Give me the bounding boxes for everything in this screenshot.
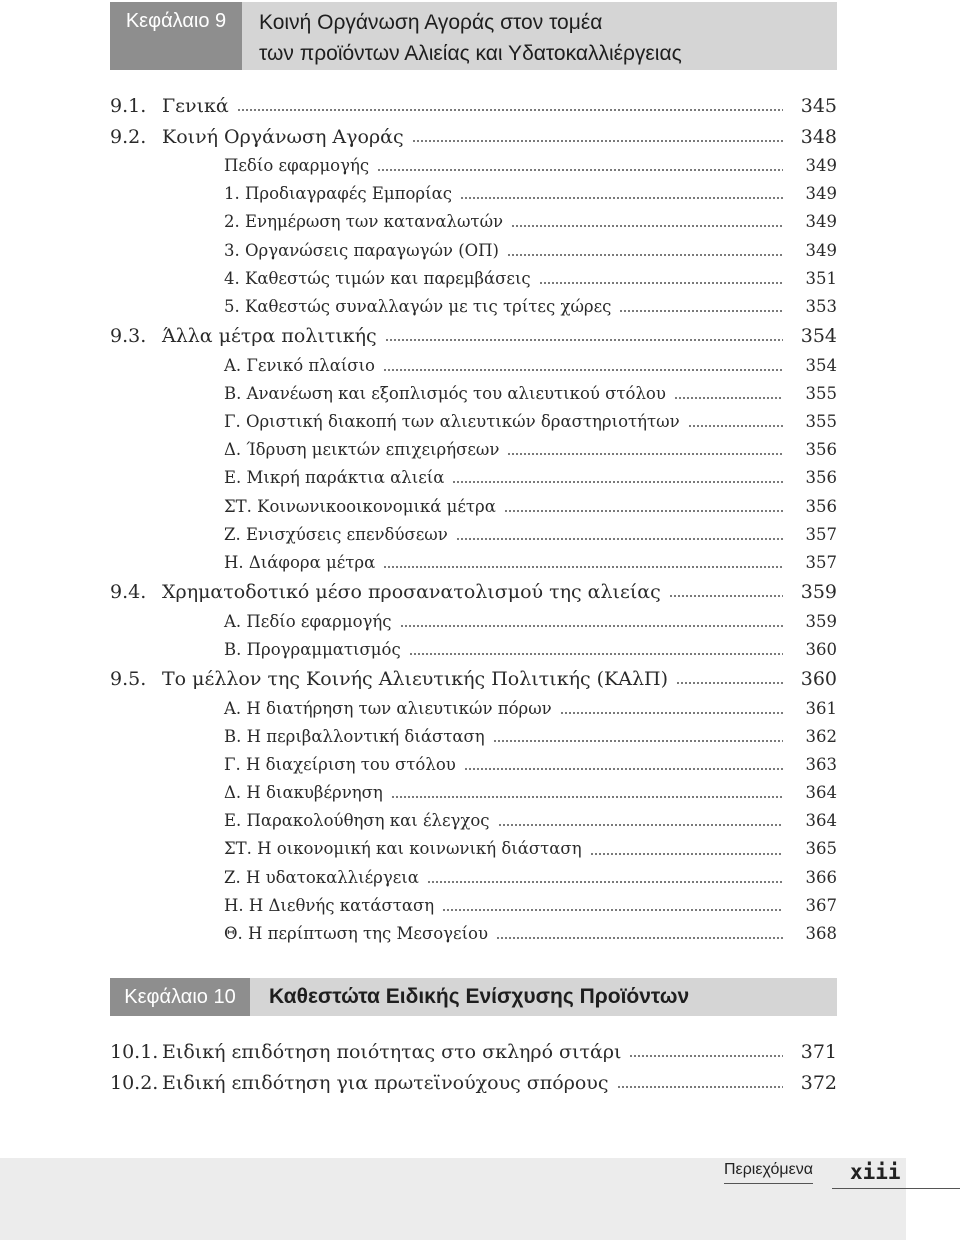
toc-entry[interactable] <box>110 237 837 265</box>
toc-entry[interactable] <box>110 864 837 892</box>
toc-entry-page: 364 <box>805 783 837 803</box>
toc-entry-page: 361 <box>805 698 837 718</box>
toc-entry-label: Η. Διάφορα μέτρα <box>224 552 376 572</box>
toc-entry-label: Β. Η περιβαλλοντική διάσταση <box>224 726 485 746</box>
toc-entry-label: Γ. Η διαχείριση του στόλου <box>224 754 456 774</box>
toc-entry-page: 362 <box>805 726 837 746</box>
toc-entry[interactable] <box>110 835 837 863</box>
toc-entry-page: 348 <box>800 125 837 148</box>
toc-entry-page: 360 <box>805 639 837 659</box>
toc-entry-page: 371 <box>800 1041 837 1063</box>
toc-entry-page: 359 <box>800 581 837 604</box>
toc-entry[interactable] <box>110 464 837 492</box>
toc-dot-leader <box>377 168 783 172</box>
toc-entry-label: Το μέλλον της Κοινής Αλιευτικής Πολιτικής (ΚΑλΠ) <box>162 668 668 690</box>
toc-entry-page: 367 <box>805 895 837 915</box>
toc-dot-leader <box>409 652 783 656</box>
toc-dot-leader <box>507 253 783 257</box>
toc-dot-leader <box>427 880 783 884</box>
toc-entry-label: Ζ. Ενισχύσεις επενδύσεων <box>224 524 448 544</box>
toc-entry-label: 3. Οργανώσεις παραγωγών (ΟΠ) <box>224 240 499 260</box>
chapter-10-header <box>110 978 837 1016</box>
toc-dot-leader <box>504 509 783 513</box>
toc-dot-leader <box>669 594 783 598</box>
toc-entry-label: ΣΤ. Η οικονομική και κοινωνική διάσταση <box>224 839 582 859</box>
toc-entry-number: 9.3. <box>110 325 147 348</box>
toc-entry-label: Γενικά <box>162 95 229 117</box>
toc-dot-leader <box>442 908 783 912</box>
toc-dot-leader <box>688 424 783 428</box>
toc-entry-label: Α. Γενικό πλαίσιο <box>224 355 375 375</box>
toc-entry[interactable] <box>110 892 837 920</box>
toc-entry-page: 353 <box>805 296 837 316</box>
toc-entry-page: 360 <box>800 668 837 690</box>
toc-entry[interactable] <box>110 293 837 321</box>
toc-entry[interactable] <box>110 636 837 664</box>
toc-entry[interactable] <box>110 122 837 153</box>
toc-entry[interactable] <box>110 352 837 380</box>
toc-entry-page: 354 <box>805 355 837 375</box>
toc-entry-label: Άλλα μέτρα πολιτικής <box>162 325 377 348</box>
chapter-10-title: Καθεστώτα Ειδικής Ενίσχυσης Προϊόντων <box>269 985 690 1008</box>
toc-entry[interactable] <box>110 608 837 636</box>
toc-entry-label: Δ. Ίδρυση μεικτών επιχειρήσεων <box>224 440 500 460</box>
toc-dot-leader <box>674 396 783 400</box>
toc-entry-page: 349 <box>805 212 837 232</box>
toc-entry-label: 5. Καθεστώς συναλλαγών με τις τρίτες χώρες <box>224 296 612 316</box>
toc-entry[interactable] <box>110 1037 837 1068</box>
toc-dot-leader <box>385 338 783 342</box>
toc-entry-label: Χρηματοδοτικό μέσο προσανατολισμού της αλιείας <box>162 581 661 604</box>
toc-entry[interactable] <box>110 152 837 180</box>
toc-dot-leader <box>560 711 783 715</box>
toc-entry-page: 345 <box>800 95 837 117</box>
toc-entry[interactable] <box>110 321 837 352</box>
toc-entry-number: 10.2. <box>110 1071 159 1094</box>
toc-dot-leader <box>456 537 783 541</box>
toc-dot-leader <box>237 108 783 112</box>
toc-entry-page: 356 <box>805 496 837 516</box>
toc-entry-label: Β. Ανανέωση και εξοπλισμός του αλιευτικού στόλου <box>224 383 666 403</box>
toc-dot-leader <box>617 1085 784 1089</box>
toc-entry[interactable] <box>110 920 837 948</box>
toc-entry-label: Α. Η διατήρηση των αλιευτικών πόρων <box>224 698 552 718</box>
toc-dot-leader <box>539 281 783 285</box>
toc-entry[interactable] <box>110 549 837 577</box>
toc-entry[interactable] <box>110 408 837 436</box>
toc-entry-page: 351 <box>805 268 837 288</box>
toc-entry-page: 357 <box>805 552 837 572</box>
footer-section-title: Περιεχόμενα <box>724 1161 813 1184</box>
toc-entry-label: Γ. Οριστική διακοπή των αλιευτικών δραστηριοτήτων <box>224 412 680 431</box>
chapter-9-title <box>259 7 682 69</box>
toc-dot-leader <box>496 936 783 940</box>
toc-entry-number: 10.1. <box>110 1041 159 1063</box>
toc-entry[interactable] <box>110 265 837 293</box>
toc-entry-label: Ε. Παρακολούθηση και έλεγχος <box>224 811 490 831</box>
toc-entry-page: 355 <box>805 383 837 403</box>
toc-entry[interactable] <box>110 208 837 236</box>
toc-entry-label: 4. Καθεστώς τιμών και παρεμβάσεις <box>224 268 531 288</box>
chapter-9-header <box>110 2 837 70</box>
toc-dot-leader <box>452 480 783 484</box>
toc-entry[interactable] <box>110 664 837 695</box>
toc-entry-page: 357 <box>805 524 837 544</box>
toc-dot-leader <box>511 224 783 228</box>
toc-dot-leader <box>412 139 783 143</box>
toc-entry[interactable] <box>110 180 837 208</box>
toc-entry-page: 363 <box>805 754 837 774</box>
toc-entry-number: 9.2. <box>110 125 147 148</box>
footer-rule <box>832 1188 960 1189</box>
toc-entry[interactable] <box>110 493 837 521</box>
toc-entry-label: ΣΤ. Κοινωνικοοικονομικά μέτρα <box>224 496 496 516</box>
toc-entry-label: Ε. Μικρή παράκτια αλιεία <box>224 468 445 488</box>
toc-dot-leader <box>464 767 783 771</box>
toc-entry-page: 354 <box>800 325 837 348</box>
toc-dot-leader <box>400 624 783 628</box>
toc-entry-label: Κοινή Οργάνωση Αγοράς <box>162 125 404 148</box>
toc-entry-label: Α. Πεδίο εφαρμογής <box>224 611 392 631</box>
toc-entry-page: 349 <box>805 184 837 204</box>
chapter-9-title-line-1: Κοινή Οργάνωση Αγοράς στον τομέα <box>259 11 603 34</box>
toc-entry-page: 356 <box>805 468 837 488</box>
toc-entry[interactable] <box>110 380 837 408</box>
toc-entry-label: 2. Ενημέρωση των καταναλωτών <box>224 212 504 232</box>
toc-dot-leader <box>383 565 783 569</box>
toc-dot-leader <box>619 309 783 313</box>
chapter-9-title-line-2: των προϊόντων Αλιείας και Υδατοκαλλιέργειας <box>259 42 682 65</box>
toc-dot-leader <box>676 681 783 685</box>
chapter-10-toc <box>110 1037 837 1098</box>
toc-dot-leader <box>493 739 783 743</box>
toc-entry-number: 9.4. <box>110 581 147 604</box>
toc-entry-page: 364 <box>805 811 837 831</box>
chapter-10-label: Κεφάλαιο 10 <box>110 978 250 1016</box>
toc-entry-label: 1. Προδιαγραφές Εμπορίας <box>224 184 452 204</box>
toc-entry-label: Ζ. Η υδατοκαλλιέργεια <box>224 867 419 887</box>
toc-dot-leader <box>498 823 783 827</box>
chapter-9-toc <box>110 91 837 948</box>
toc-entry-label: Ειδική επιδότηση για πρωτεϊνούχους σπόρους <box>162 1071 609 1094</box>
toc-entry-label: Β. Προγραμματισμός <box>224 639 401 659</box>
toc-entry-page: 365 <box>805 839 837 859</box>
toc-entry[interactable] <box>110 779 837 807</box>
toc-entry-label: Δ. Η διακυβέρνηση <box>224 783 383 803</box>
toc-dot-leader <box>391 795 783 799</box>
toc-entry[interactable] <box>110 436 837 464</box>
toc-entry-number: 9.5. <box>110 668 147 690</box>
toc-entry-page: 372 <box>800 1071 837 1094</box>
toc-entry-label: Ειδική επιδότηση ποιότητας στο σκληρό σιτάρι <box>162 1041 622 1063</box>
toc-entry-label: Θ. Η περίπτωση της Μεσογείου <box>224 924 489 943</box>
toc-entry-number: 9.1. <box>110 95 147 117</box>
toc-entry-page: 355 <box>805 412 837 431</box>
toc-dot-leader <box>629 1054 783 1058</box>
toc-entry-page: 349 <box>805 240 837 260</box>
toc-entry-page: 368 <box>805 924 837 943</box>
toc-entry-label: Πεδίο εφαρμογής <box>224 156 370 175</box>
toc-entry-page: 349 <box>805 156 837 175</box>
chapter-9-label: Κεφάλαιο 9 <box>110 2 242 70</box>
toc-entry[interactable] <box>110 91 837 122</box>
toc-entry-page: 359 <box>805 611 837 631</box>
toc-entry[interactable] <box>110 577 837 608</box>
toc-entry[interactable] <box>110 807 837 835</box>
toc-dot-leader <box>383 368 783 372</box>
toc-entry[interactable] <box>110 521 837 549</box>
toc-entry-page: 356 <box>805 440 837 460</box>
footer-page-number: xiii <box>850 1160 901 1184</box>
toc-entry[interactable] <box>110 1068 837 1099</box>
toc-dot-leader <box>590 852 783 856</box>
toc-entry[interactable] <box>110 751 837 779</box>
toc-entry-page: 366 <box>805 867 837 887</box>
toc-dot-leader <box>460 196 783 200</box>
toc-entry[interactable] <box>110 723 837 751</box>
toc-entry[interactable] <box>110 695 837 723</box>
toc-dot-leader <box>507 452 783 456</box>
toc-entry-label: Η. Η Διεθνής κατάσταση <box>224 895 435 915</box>
